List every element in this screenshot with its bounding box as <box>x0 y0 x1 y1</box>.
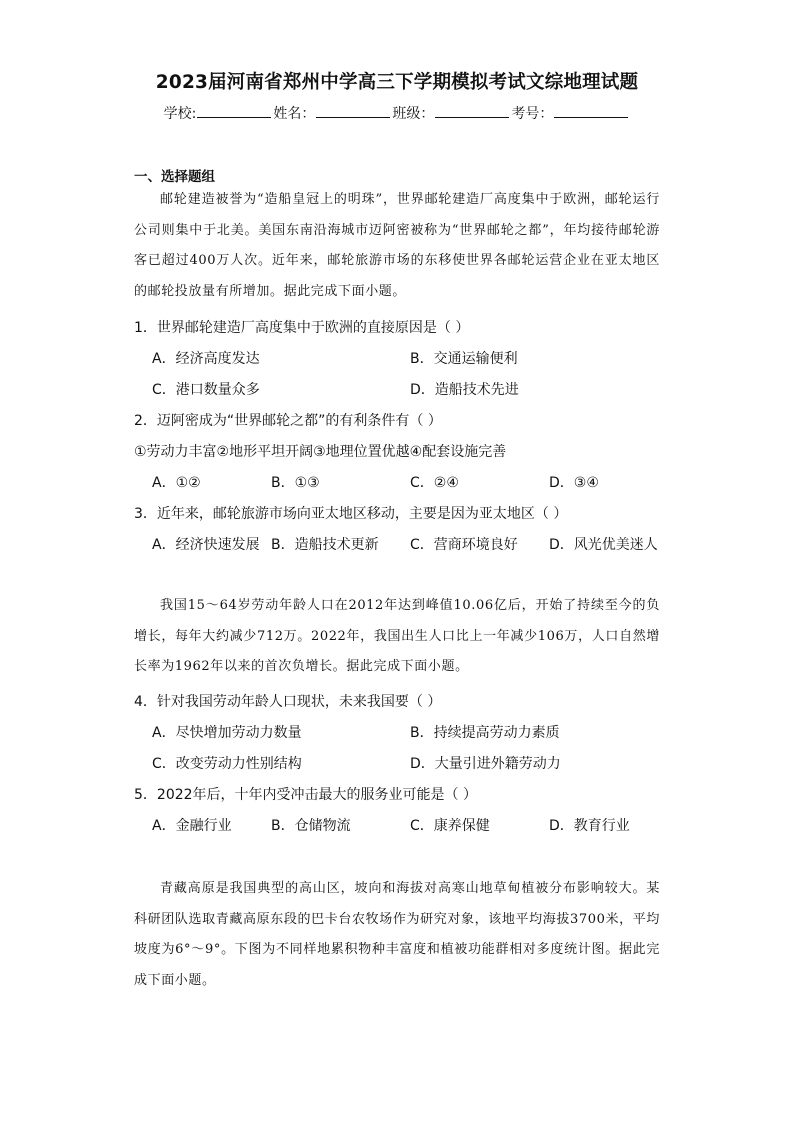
question-2-option-d[interactable]: D．③④ <box>549 475 599 491</box>
question-1-stem: 1．世界邮轮建造厂高度集中于欧洲的直接原因是（ ） <box>134 320 470 336</box>
class-label: 班级： <box>392 106 435 122</box>
question-3-option-d[interactable]: D．风光优美迷人 <box>549 537 658 553</box>
school-label: 学校: <box>163 106 197 122</box>
question-1-option-b[interactable]: B．交通运输便利 <box>410 351 518 367</box>
question-3-stem: 3．近年来，邮轮旅游市场向亚太地区移动，主要是因为亚太地区（ ） <box>134 506 568 522</box>
question-5-option-c[interactable]: C．康养保健 <box>410 818 490 834</box>
question-5-stem: 5．2022年后，十年内受冲击最大的服务业可能是（ ） <box>134 787 477 803</box>
question-1-option-a[interactable]: A．经济高度发达 <box>152 351 260 367</box>
question-4-stem: 4．针对我国劳动年龄人口现状，未来我国要（ ） <box>134 694 442 710</box>
question-1-option-d[interactable]: D．造船技术先进 <box>410 382 519 398</box>
question-2-option-b[interactable]: B．①③ <box>271 475 320 491</box>
id-label: 考号： <box>511 106 554 122</box>
question-1-option-c[interactable]: C．港口数量众多 <box>152 382 260 398</box>
question-2-stem: 2．迈阿密成为“世界邮轮之都”的有利条件有（ ） <box>134 413 442 429</box>
name-blank[interactable] <box>316 105 390 118</box>
id-blank[interactable] <box>554 105 628 118</box>
question-4-option-d[interactable]: D．大量引进外籍劳动力 <box>410 756 561 772</box>
section-title: 一、选择题组 <box>134 169 215 185</box>
question-4-option-b[interactable]: B．持续提高劳动力素质 <box>410 725 560 741</box>
question-5-option-d[interactable]: D．教育行业 <box>549 818 630 834</box>
passage-population: 我国15～64岁劳动年龄人口在2012年达到峰值10.06亿后，开始了持续至今的负增长，每年大约减少712万。2022年，我国出生人口比上一年减少106万，人口自然增长率为1962年以来的首次负增长。据此完成下面小题。 <box>134 598 660 674</box>
question-4-option-c[interactable]: C．改变劳动力性别结构 <box>152 756 302 772</box>
question-3-option-b[interactable]: B．造船技术更新 <box>271 537 379 553</box>
question-2-conditions: ①劳动力丰富②地形平坦开阔③地理位置优越④配套设施完善 <box>134 444 507 460</box>
question-3-option-a[interactable]: A．经济快速发展 <box>152 537 260 553</box>
passage-plateau: 青藏高原是我国典型的高山区，坡向和海拔对高寒山地草甸植被分布影响较大。某科研团队选取青藏高原东段的巴卡台农牧场作为研究对象，该地平均海拔3700米，平均坡度为6°～9°。下图为不同样地累积物种丰富度和植被功能群相对多度统计图。据此完成下面小题。 <box>134 881 660 988</box>
class-blank[interactable] <box>435 105 509 118</box>
question-2-option-a[interactable]: A．①② <box>152 475 201 491</box>
student-info-line <box>0 103 794 123</box>
question-5-option-a[interactable]: A．金融行业 <box>152 818 232 834</box>
passage-cruise: 邮轮建造被誉为“造船皇冠上的明珠”，世界邮轮建造厂高度集中于欧洲，邮轮运行公司则集中于北美。美国东南沿海城市迈阿密被称为“世界邮轮之都”，年均接待邮轮游客已超过400万人次。近年来，邮轮旅游市场的东移使世界各邮轮运营企业在亚太地区的邮轮投放量有所增加。据此完成下面小题。 <box>134 192 660 299</box>
question-4-option-a[interactable]: A．尽快增加劳动力数量 <box>152 725 302 741</box>
question-2-option-c[interactable]: C．②④ <box>410 475 459 491</box>
school-blank[interactable] <box>197 105 271 118</box>
question-3-option-c[interactable]: C．营商环境良好 <box>410 537 518 553</box>
name-label: 姓名： <box>273 106 316 122</box>
question-5-option-b[interactable]: B．仓储物流 <box>271 818 351 834</box>
page-title: 2023届河南省郑州中学高三下学期模拟考试文综地理试题 <box>155 72 639 93</box>
